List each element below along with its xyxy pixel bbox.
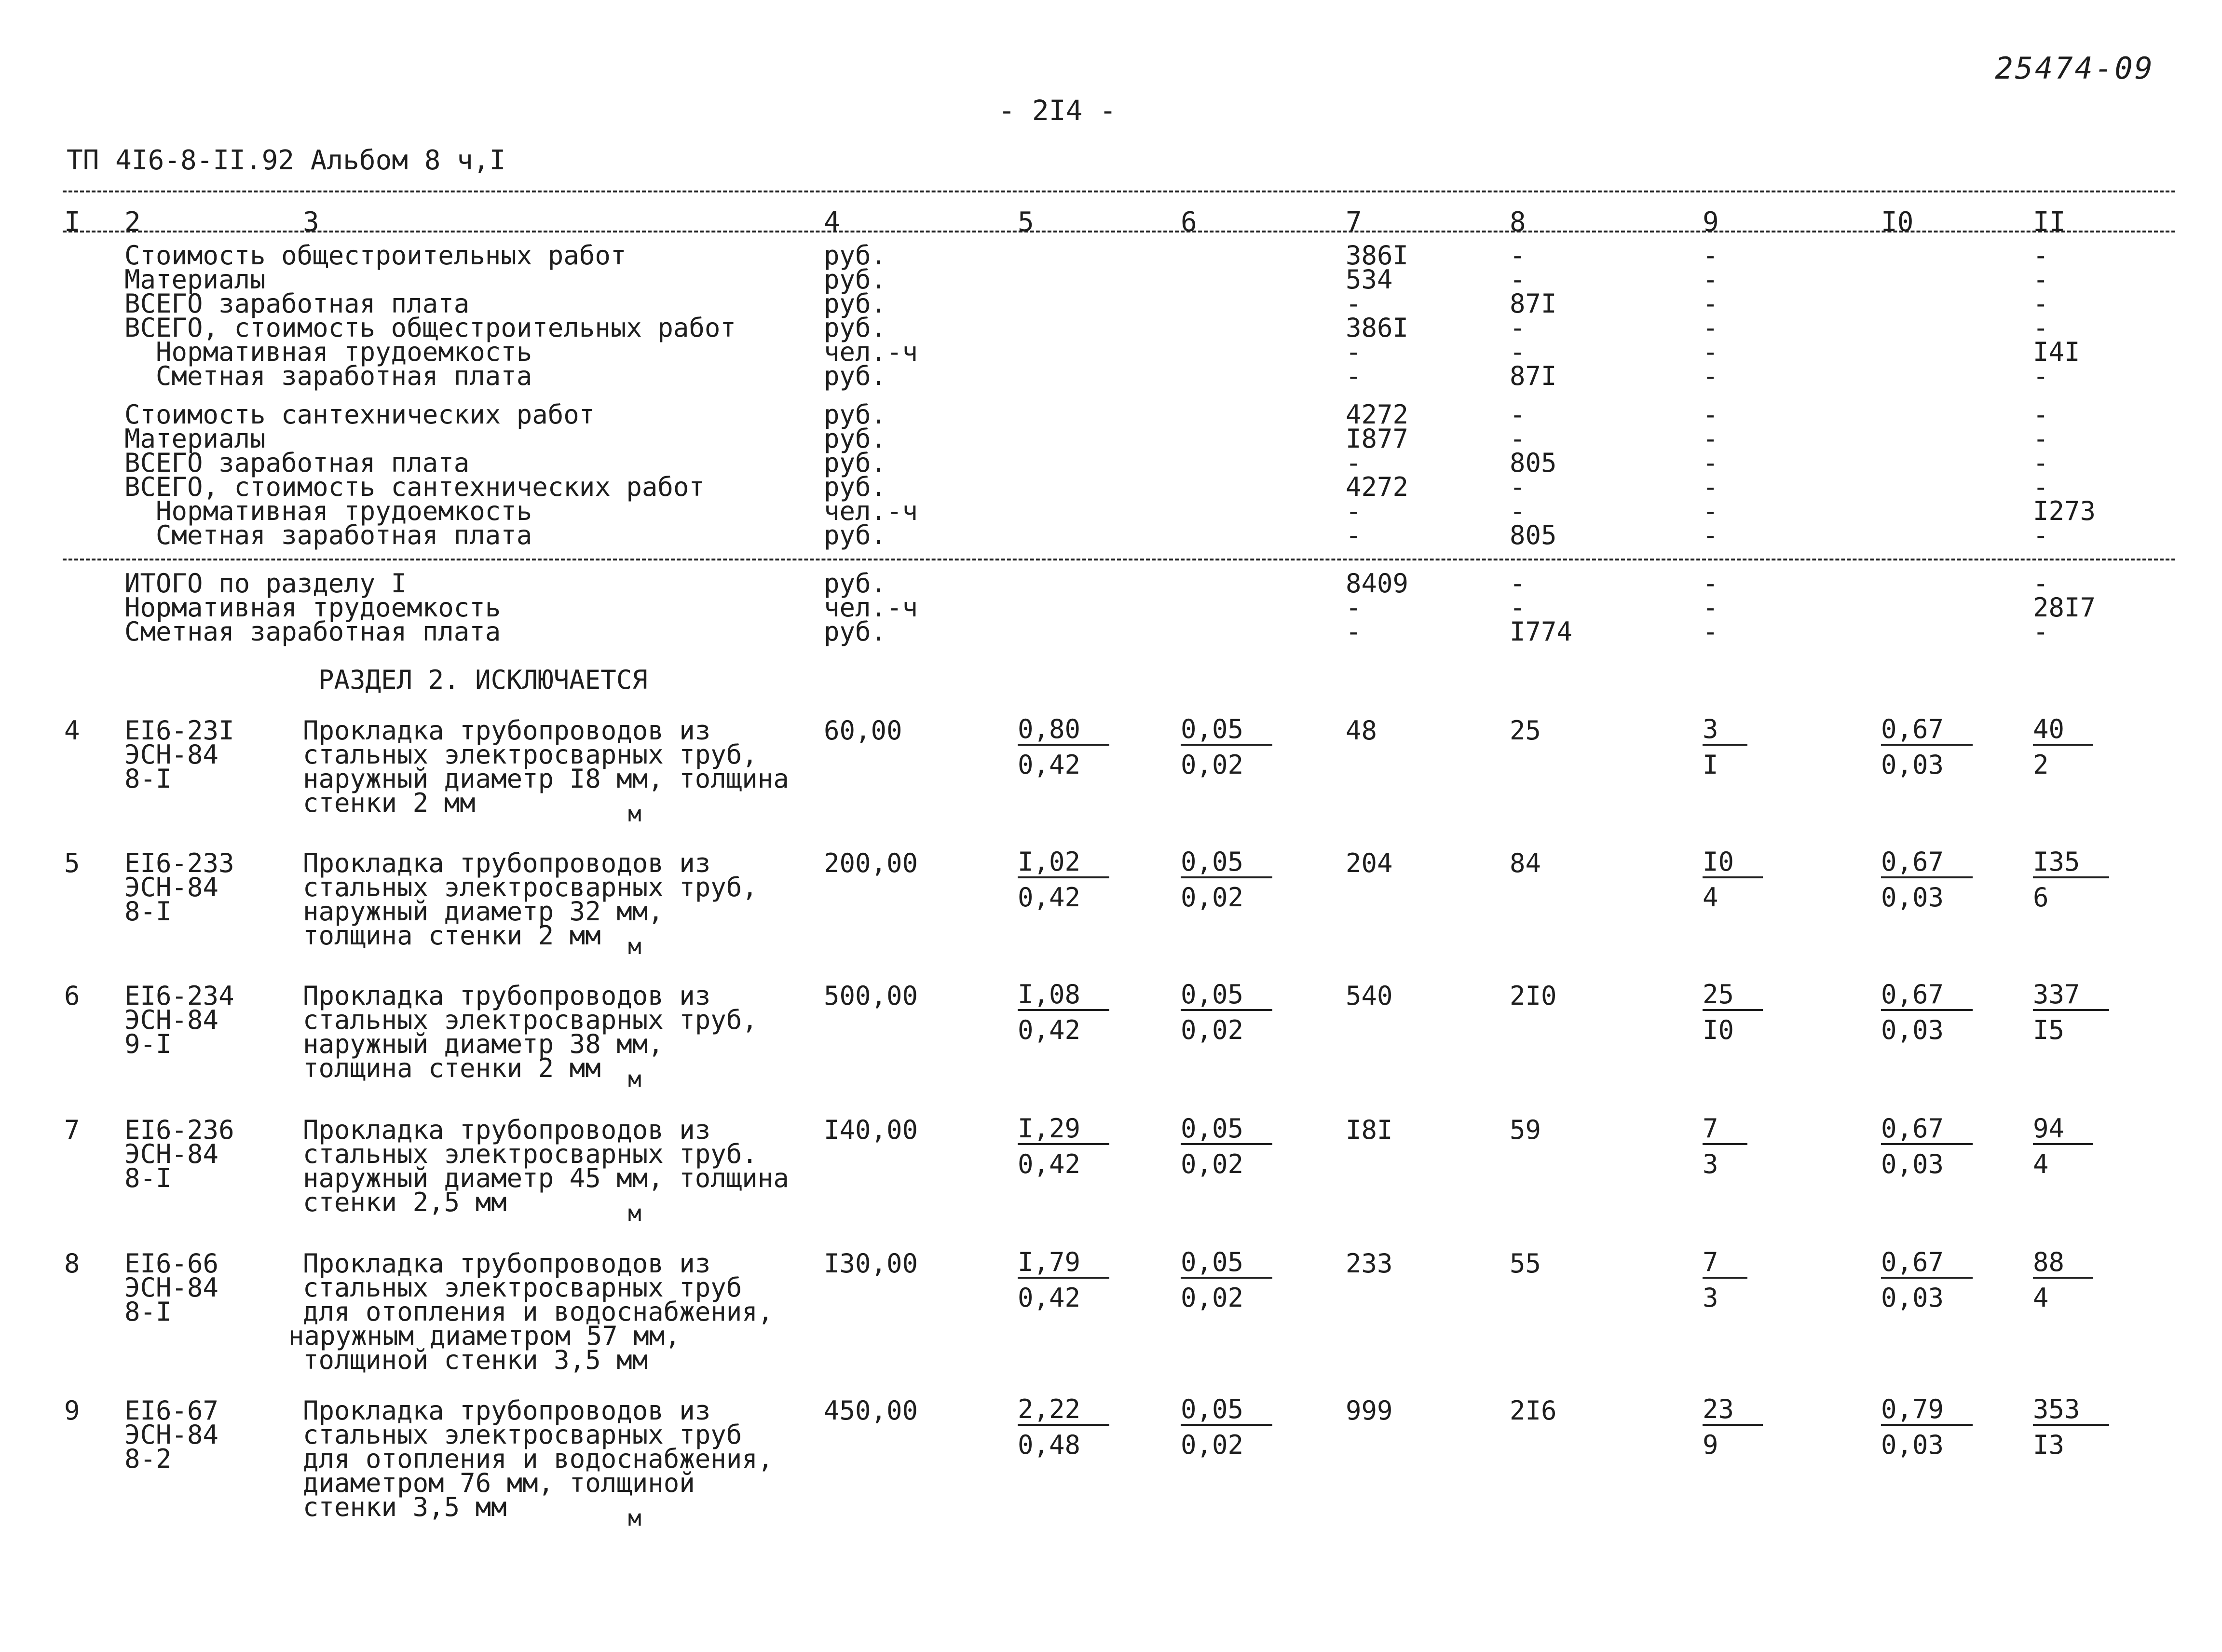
summary-row-col9: - (1703, 337, 1718, 367)
fraction-denominator: I3 (2033, 1430, 2065, 1460)
column-number-8: 8 (1510, 206, 1526, 238)
summary-row-col7: - (1346, 288, 1362, 319)
summary-row-col11: - (2033, 288, 2049, 319)
item-number: 8 (64, 1248, 80, 1279)
fraction-denominator: I0 (1703, 1015, 1734, 1045)
column-number-9: 9 (1703, 206, 1719, 238)
fraction-denominator: 0,42 (1018, 882, 1081, 913)
item-c10-fraction (1881, 1395, 1973, 1460)
fraction-numerator: 23 (1703, 1395, 1763, 1426)
summary-row-col8: 805 (1510, 520, 1557, 550)
summary-row-col9: - (1703, 313, 1718, 343)
item-description-line: стальных электросварных труб (303, 1420, 742, 1450)
item-description-line: стальных электросварных труб. (303, 1139, 758, 1169)
fraction-numerator: 0,05 (1181, 980, 1272, 1011)
document-code: 25474-09 (1995, 51, 2154, 86)
summary-row-col7: 4272 (1346, 472, 1409, 502)
item-description-line: диаметром 76 мм, толщиной (303, 1468, 695, 1498)
item-code-line: ЕI6-233 (124, 848, 234, 878)
summary-row-unit: руб. (824, 448, 887, 478)
item-code-line: 9-I (124, 1029, 172, 1059)
summary-row-unit: руб. (824, 240, 887, 271)
summary-row-col11: - (2033, 240, 2049, 271)
item-c9-fraction (1703, 1395, 1763, 1460)
item-c9-fraction (1703, 715, 1747, 779)
summary-row-label: ВСЕГО заработная плата (124, 448, 470, 478)
item-number: 5 (64, 848, 80, 878)
summary-row-label: Нормативная трудоемкость (124, 496, 532, 526)
summary-row-col7: - (1346, 361, 1362, 391)
summary-row-label: Нормативная трудоемкость (124, 337, 532, 367)
fraction-numerator: 0,05 (1181, 847, 1272, 878)
item-c11-fraction (2033, 1114, 2093, 1179)
item-description-line: наружный диаметр I8 мм, толщина (303, 764, 789, 794)
summary-row-col11: I273 (2033, 496, 2096, 526)
fraction-numerator: 0,67 (1881, 847, 1973, 878)
item-quantity: 200,00 (824, 848, 918, 878)
item-c9-fraction (1703, 980, 1763, 1045)
item-col7: 233 (1346, 1248, 1393, 1279)
summary-row-col11: - (2033, 616, 2049, 647)
fraction-denominator: 4 (1703, 882, 1718, 913)
fraction-numerator: 88 (2033, 1248, 2093, 1279)
item-c5-fraction (1018, 1114, 1109, 1179)
page-number: - 2I4 - (998, 94, 1117, 127)
column-number-11: II (2033, 206, 2066, 238)
fraction-numerator: 7 (1703, 1114, 1747, 1145)
fraction-denominator: 0,02 (1181, 1015, 1244, 1045)
summary-row-label: Сметная заработная плата (124, 361, 532, 391)
summary-row-col7: 386I (1346, 313, 1409, 343)
fraction-numerator: I,08 (1018, 980, 1109, 1011)
item-c5-fraction (1018, 1395, 1109, 1460)
summary-row-unit: руб. (824, 313, 887, 343)
fraction-numerator: 3 (1703, 715, 1747, 746)
item-description-line: толщина стенки 2 мм (303, 1053, 601, 1083)
fraction-denominator: 0,03 (1881, 1015, 1944, 1045)
fraction-numerator: I0 (1703, 847, 1763, 878)
fraction-numerator: 40 (2033, 715, 2093, 746)
summary-row-col7: - (1346, 616, 1362, 647)
summary-row-unit: руб. (824, 399, 887, 430)
summary-row-unit: чел.-ч (824, 496, 918, 526)
item-c6-fraction (1181, 1248, 1272, 1312)
fraction-denominator: 3 (1703, 1283, 1718, 1313)
column-number-6: 6 (1181, 206, 1197, 238)
item-c6-fraction (1181, 980, 1272, 1045)
summary-row-col11: - (2033, 568, 2049, 599)
summary-row-col11: I4I (2033, 337, 2080, 367)
summary-row-col9: - (1703, 568, 1718, 599)
column-number-10: I0 (1881, 206, 1914, 238)
summary-row-col11: - (2033, 448, 2049, 478)
column-number-1: I (64, 206, 81, 238)
summary-row-label: Сметная заработная плата (124, 520, 532, 550)
fraction-denominator: 4 (2033, 1283, 2049, 1313)
item-number: 6 (64, 981, 80, 1011)
item-code-line: ЭСН-84 (124, 1005, 219, 1035)
item-description-line: наружный диаметр 32 мм, (303, 896, 664, 927)
fraction-numerator: 0,05 (1181, 1248, 1272, 1279)
item-col8: 55 (1510, 1248, 1541, 1279)
summary-row-col11: - (2033, 361, 2049, 391)
summary-row-col9: - (1703, 616, 1718, 647)
item-description-line: стальных электросварных труб, (303, 1005, 758, 1035)
column-number-2: 2 (124, 206, 141, 238)
fraction-denominator: 0,02 (1181, 1430, 1244, 1460)
summary-row-unit: руб. (824, 520, 887, 550)
summary-row-col11: - (2033, 264, 2049, 295)
item-code-line: ЕI6-236 (124, 1115, 234, 1145)
summary-row-col7: 534 (1346, 264, 1393, 295)
fraction-denominator: 0,03 (1881, 750, 1944, 780)
item-description-line: толщина стенки 2 мм (303, 920, 601, 951)
summary-row-label: Стоимость сантехнических работ (124, 399, 595, 430)
item-col8: 59 (1510, 1115, 1541, 1145)
fraction-denominator: 0,42 (1018, 1283, 1081, 1313)
fraction-denominator: 0,03 (1881, 1283, 1944, 1313)
item-c11-fraction (2033, 1248, 2093, 1312)
item-c9-fraction (1703, 1114, 1747, 1179)
item-description-line: наружный диаметр 38 мм, (303, 1029, 664, 1059)
item-unit: м (628, 1066, 641, 1092)
item-description-line: для отопления и водоснабжения, (303, 1297, 774, 1327)
item-col7: 204 (1346, 848, 1393, 878)
summary-row-col11: - (2033, 520, 2049, 550)
summary-row-col8: - (1510, 399, 1526, 430)
item-quantity: 500,00 (824, 981, 918, 1011)
summary-row-col7: 8409 (1346, 568, 1409, 599)
summary-row-label: ИТОГО по разделу I (124, 568, 407, 599)
fraction-denominator: 0,03 (1881, 1430, 1944, 1460)
item-description-line: Прокладка трубопроводов из (303, 1248, 711, 1279)
item-description-line: Прокладка трубопроводов из (303, 1115, 711, 1145)
item-number: 7 (64, 1115, 80, 1145)
summary-row-col9: - (1703, 240, 1718, 271)
summary-row-col7: 386I (1346, 240, 1409, 271)
summary-row-label: Сметная заработная плата (124, 616, 501, 647)
summary-row-col7: - (1346, 592, 1362, 623)
item-code-line: 8-I (124, 1163, 172, 1193)
fraction-numerator: I,29 (1018, 1114, 1109, 1145)
summary-row-label: Нормативная трудоемкость (124, 592, 501, 623)
item-code-line: 8-I (124, 764, 172, 794)
summary-row-col9: - (1703, 496, 1718, 526)
summary-row-col9: - (1703, 520, 1718, 550)
item-quantity: 450,00 (824, 1395, 918, 1426)
summary-row-unit: руб. (824, 568, 887, 599)
summary-row-unit: чел.-ч (824, 337, 918, 367)
item-description-line: стальных электросварных труб, (303, 739, 758, 770)
summary-row-label: Стоимость общестроительных работ (124, 240, 627, 271)
summary-row-col8: - (1510, 264, 1526, 295)
item-col7: 999 (1346, 1395, 1393, 1426)
fraction-denominator: 0,02 (1181, 1283, 1244, 1313)
item-description-line: наружный диаметр 45 мм, толщина (303, 1163, 789, 1193)
fraction-denominator: 0,42 (1018, 1149, 1081, 1179)
item-col8: 25 (1510, 715, 1541, 746)
item-c10-fraction (1881, 980, 1973, 1045)
item-description-line: стенки 3,5 мм (303, 1492, 507, 1522)
fraction-denominator: 0,03 (1881, 1149, 1944, 1179)
item-description-line: наружным диаметром 57 мм, (288, 1321, 681, 1351)
summary-row-col8: - (1510, 496, 1526, 526)
item-c5-fraction (1018, 1248, 1109, 1312)
fraction-numerator: 337 (2033, 980, 2109, 1011)
summary-row-col9: - (1703, 264, 1718, 295)
summary-row-label: Материалы (124, 264, 266, 295)
fraction-numerator: 2,22 (1018, 1395, 1109, 1426)
section-2-title: РАЗДЕЛ 2. ИСКЛЮЧАЕТСЯ (318, 665, 648, 695)
item-description-line: Прокладка трубопроводов из (303, 1395, 711, 1426)
summary-row-col7: I877 (1346, 423, 1409, 454)
item-c11-fraction (2033, 980, 2109, 1045)
item-c9-fraction (1703, 847, 1763, 912)
summary-row-col9: - (1703, 399, 1718, 430)
item-description-line: стальных электросварных труб, (303, 872, 758, 902)
item-col7: 48 (1346, 715, 1377, 746)
item-description-line: стальных электросварных труб (303, 1272, 742, 1303)
item-unit: м (628, 801, 641, 827)
item-code-line: ЭСН-84 (124, 739, 219, 770)
fraction-numerator: I,02 (1018, 847, 1109, 878)
item-c9-fraction (1703, 1248, 1747, 1312)
item-col8: 2I6 (1510, 1395, 1557, 1426)
summary-row-unit: руб. (824, 423, 887, 454)
summary-row-label: ВСЕГО, стоимость общестроительных работ (124, 313, 736, 343)
item-description-line: Прокладка трубопроводов из (303, 848, 711, 878)
column-number-7: 7 (1346, 206, 1362, 238)
item-col8: 84 (1510, 848, 1541, 878)
item-code-line: 8-I (124, 896, 172, 927)
item-quantity: I30,00 (824, 1248, 918, 1279)
fraction-denominator: 2 (2033, 750, 2049, 780)
summary-row-col8: I774 (1510, 616, 1573, 647)
summary-row-col9: - (1703, 448, 1718, 478)
item-code-line: 8-I (124, 1297, 172, 1327)
summary-row-col8: - (1510, 592, 1526, 623)
item-description-line: для отопления и водоснабжения, (303, 1444, 774, 1474)
item-col7: 540 (1346, 981, 1393, 1011)
item-code-line: 8-2 (124, 1444, 172, 1474)
summary-row-col7: - (1346, 520, 1362, 550)
summary-row-col8: 87I (1510, 361, 1557, 391)
fraction-numerator: 0,67 (1881, 980, 1973, 1011)
summary-row-unit: руб. (824, 616, 887, 647)
summary-row-col8: 87I (1510, 288, 1557, 319)
summary-row-col11: - (2033, 399, 2049, 430)
item-c10-fraction (1881, 715, 1973, 779)
summary-row-col9: - (1703, 361, 1718, 391)
summary-row-col9: - (1703, 472, 1718, 502)
fraction-denominator: 0,03 (1881, 882, 1944, 913)
item-code-line: ЕI6-66 (124, 1248, 219, 1279)
fraction-numerator: 0,79 (1881, 1395, 1973, 1426)
item-c5-fraction (1018, 980, 1109, 1045)
summary-row-col8: - (1510, 337, 1526, 367)
item-unit: м (628, 1200, 641, 1226)
summary-row-label: Материалы (124, 423, 266, 454)
fraction-numerator: 0,05 (1181, 1114, 1272, 1145)
summary-row-col11: - (2033, 423, 2049, 454)
column-number-5: 5 (1018, 206, 1034, 238)
fraction-denominator: 3 (1703, 1149, 1718, 1179)
fraction-numerator: 0,05 (1181, 1395, 1272, 1426)
item-code-line: ЕI6-234 (124, 981, 234, 1011)
item-unit: м (628, 1505, 641, 1531)
item-c5-fraction (1018, 847, 1109, 912)
item-number: 9 (64, 1395, 80, 1426)
summary-row-col11: 28I7 (2033, 592, 2096, 623)
item-unit: м (628, 933, 641, 959)
column-number-4: 4 (824, 206, 840, 238)
fraction-denominator: 0,02 (1181, 750, 1244, 780)
item-col8: 2I0 (1510, 981, 1557, 1011)
fraction-denominator: 0,42 (1018, 750, 1081, 780)
summary-row-label: ВСЕГО, стоимость сантехнических работ (124, 472, 705, 502)
header-top-rule (63, 191, 2175, 192)
album-reference: ТП 4I6-8-II.92 Альбом 8 ч,I (67, 145, 506, 176)
summary-row-unit: руб. (824, 361, 887, 391)
item-description-line: толщиной стенки 3,5 мм (303, 1345, 648, 1375)
item-description-line: стенки 2 мм (303, 788, 476, 818)
item-c5-fraction (1018, 715, 1109, 779)
item-c11-fraction (2033, 847, 2109, 912)
fraction-numerator: 7 (1703, 1248, 1747, 1279)
summary-row-col8: - (1510, 423, 1526, 454)
item-c10-fraction (1881, 1114, 1973, 1179)
header-bottom-rule (63, 231, 2175, 232)
item-quantity: I40,00 (824, 1115, 918, 1145)
fraction-numerator: I,79 (1018, 1248, 1109, 1279)
fraction-numerator: 0,67 (1881, 715, 1973, 746)
fraction-denominator: I5 (2033, 1015, 2065, 1045)
fraction-numerator: 94 (2033, 1114, 2093, 1145)
summary-row-col8: - (1510, 472, 1526, 502)
summary-row-col9: - (1703, 423, 1718, 454)
summary-row-col9: - (1703, 288, 1718, 319)
summary-row-col8: - (1510, 240, 1526, 271)
fraction-denominator: 0,02 (1181, 882, 1244, 913)
summary-row-col7: - (1346, 448, 1362, 478)
column-number-3: 3 (303, 206, 319, 238)
fraction-denominator: I (1703, 750, 1718, 780)
fraction-denominator: 0,42 (1018, 1015, 1081, 1045)
summary-row-col7: - (1346, 337, 1362, 367)
summary-row-label: ВСЕГО заработная плата (124, 288, 470, 319)
fraction-numerator: 0,05 (1181, 715, 1272, 746)
item-c6-fraction (1181, 715, 1272, 779)
fraction-denominator: 0,02 (1181, 1149, 1244, 1179)
fraction-numerator: 0,67 (1881, 1114, 1973, 1145)
fraction-denominator: 6 (2033, 882, 2049, 913)
summary-row-col11: - (2033, 313, 2049, 343)
summary-row-col7: - (1346, 496, 1362, 526)
item-code-line: ЭСН-84 (124, 872, 219, 902)
summary-row-unit: чел.-ч (824, 592, 918, 623)
summary-row-unit: руб. (824, 264, 887, 295)
item-code-line: ЭСН-84 (124, 1272, 219, 1303)
fraction-numerator: 353 (2033, 1395, 2109, 1426)
item-description-line: Прокладка трубопроводов из (303, 715, 711, 746)
fraction-numerator: I35 (2033, 847, 2109, 878)
item-quantity: 60,00 (824, 715, 902, 746)
summary-row-col8: - (1510, 313, 1526, 343)
fraction-denominator: 0,48 (1018, 1430, 1081, 1460)
fraction-numerator: 0,80 (1018, 715, 1109, 746)
item-c10-fraction (1881, 847, 1973, 912)
fraction-denominator: 9 (1703, 1430, 1718, 1460)
item-c6-fraction (1181, 847, 1272, 912)
item-code-line: ЕI6-67 (124, 1395, 219, 1426)
item-code-line: ЭСН-84 (124, 1420, 219, 1450)
summary-row-col7: 4272 (1346, 399, 1409, 430)
summary-row-col8: 805 (1510, 448, 1557, 478)
section-total-rule (63, 559, 2175, 560)
item-description-line: Прокладка трубопроводов из (303, 981, 711, 1011)
item-c11-fraction (2033, 715, 2093, 779)
item-description-line: стенки 2,5 мм (303, 1187, 507, 1217)
item-c6-fraction (1181, 1114, 1272, 1179)
item-c11-fraction (2033, 1395, 2109, 1460)
fraction-numerator: 25 (1703, 980, 1763, 1011)
item-col7: I8I (1346, 1115, 1393, 1145)
fraction-denominator: 4 (2033, 1149, 2049, 1179)
item-number: 4 (64, 715, 80, 746)
item-code-line: ЕI6-23I (124, 715, 234, 746)
item-c6-fraction (1181, 1395, 1272, 1460)
summary-row-unit: руб. (824, 472, 887, 502)
item-c10-fraction (1881, 1248, 1973, 1312)
summary-row-col9: - (1703, 592, 1718, 623)
item-code-line: ЭСН-84 (124, 1139, 219, 1169)
summary-row-col11: - (2033, 472, 2049, 502)
fraction-numerator: 0,67 (1881, 1248, 1973, 1279)
summary-row-unit: руб. (824, 288, 887, 319)
summary-row-col8: - (1510, 568, 1526, 599)
